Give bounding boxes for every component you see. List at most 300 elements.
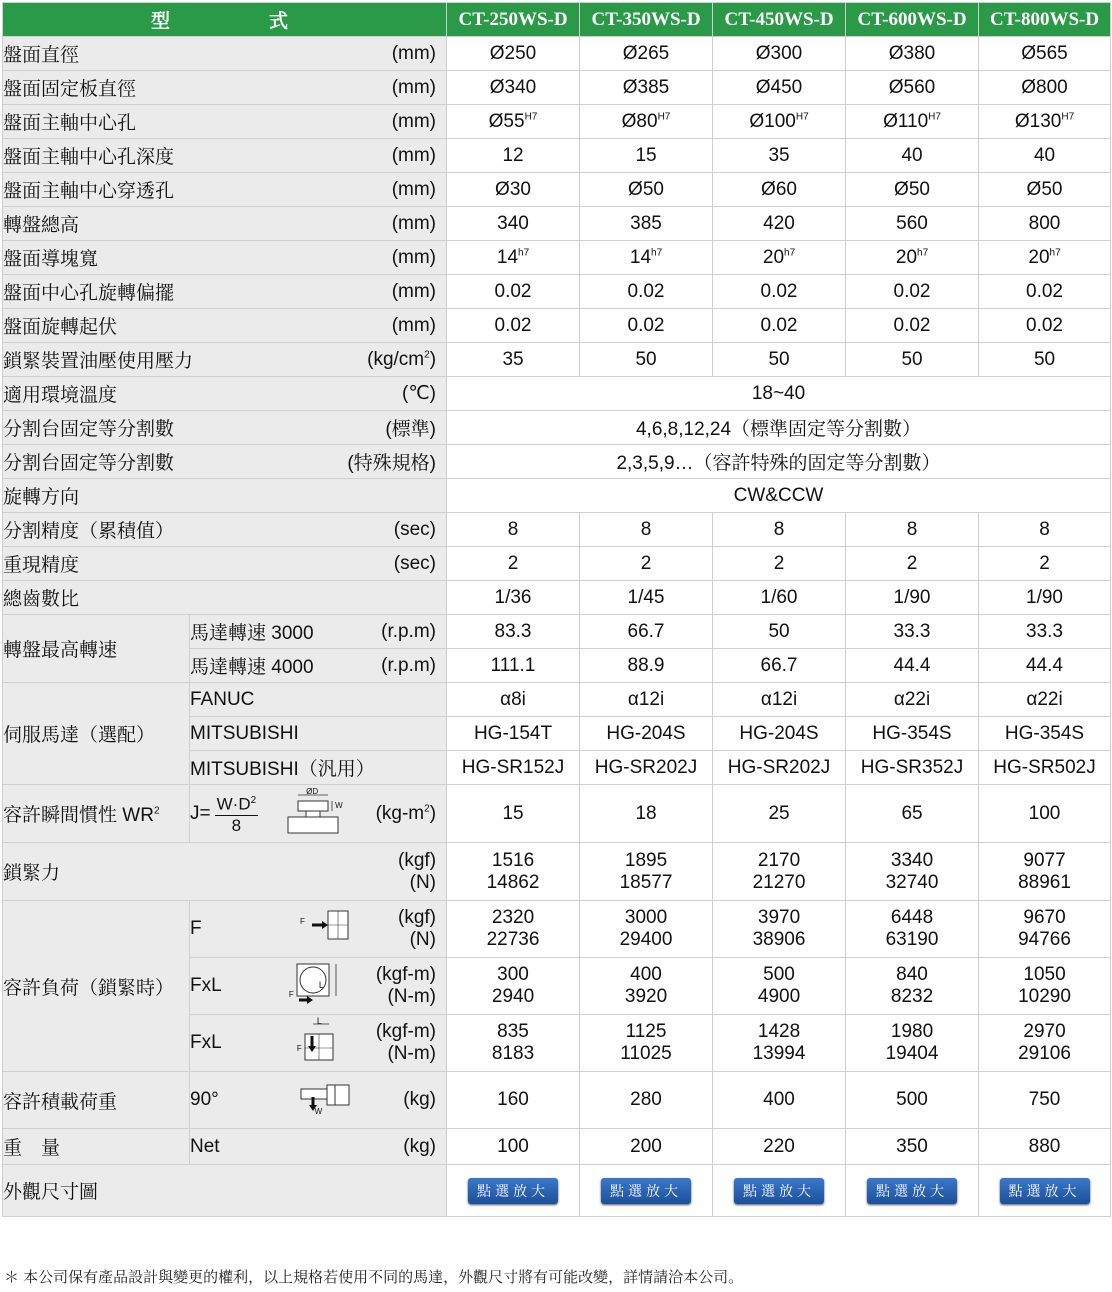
- row-unit: [385, 414, 436, 441]
- value-sup: H7: [657, 111, 671, 123]
- speed-row: [3, 615, 1111, 649]
- icon-label-w: W: [314, 1107, 323, 1116]
- value-cell: [580, 173, 713, 207]
- value-cell: [846, 241, 979, 275]
- value-cell: [580, 958, 713, 1015]
- value-text: HG-SR202J: [594, 756, 698, 778]
- unit-line: (N): [409, 929, 436, 950]
- row-label-text: 鎖緊裝置油壓使用壓力: [3, 351, 194, 372]
- value-text: 100: [497, 1135, 529, 1157]
- unit-text: (mm): [391, 110, 437, 132]
- value-text: HG-354S: [1004, 722, 1085, 744]
- value-cell: [580, 1072, 713, 1129]
- unit-line: (kgf): [398, 907, 436, 928]
- zoom-drawing-button[interactable]: 點選放大: [734, 1178, 824, 1204]
- value-text: Ø250: [489, 42, 537, 64]
- value-text: 50: [635, 348, 657, 370]
- sub-label: [190, 615, 447, 649]
- value-cell: [979, 173, 1111, 207]
- value-cell: [447, 37, 580, 71]
- value-cell: [846, 901, 979, 958]
- row-unit: [392, 43, 436, 65]
- value-text: α12i: [627, 688, 665, 710]
- drawing-cell: [713, 1165, 846, 1217]
- payload-row: [3, 1072, 1111, 1129]
- row-label: [3, 411, 447, 445]
- load-row: [3, 901, 1111, 958]
- value-cell: [447, 547, 580, 581]
- value-cell: [713, 241, 846, 275]
- sub-label-text: 馬達轉速 3000: [190, 623, 314, 644]
- value-text: 835: [497, 1021, 529, 1042]
- value-cell: [846, 71, 979, 105]
- value-text: 50: [768, 620, 790, 642]
- value-text: 0.02: [760, 280, 798, 302]
- sub-label: MITSUBISHI: [190, 717, 447, 751]
- unit-line: (kgf-m): [375, 1021, 436, 1042]
- spec-row: [3, 377, 1111, 411]
- value-cell: [979, 615, 1111, 649]
- value-cell: [846, 649, 979, 683]
- value-cell: [846, 1129, 979, 1165]
- spec-row: [3, 105, 1111, 139]
- value-text: 385: [630, 212, 662, 234]
- value-text: Ø30: [495, 178, 531, 200]
- value-text: 20: [762, 246, 785, 268]
- value-text: 38906: [752, 929, 806, 950]
- value-cell: [447, 1129, 580, 1165]
- value-text: 0.02: [760, 314, 798, 336]
- value-cell: [713, 139, 846, 173]
- value-text: 0.02: [893, 280, 931, 302]
- row-label-text: 旋轉方向: [3, 487, 80, 508]
- unit-sup: 2: [424, 349, 430, 361]
- value-text: 2170: [757, 849, 801, 871]
- value-sup: h7: [917, 247, 929, 259]
- value-text: 44.4: [893, 654, 931, 676]
- weight-row: [3, 1129, 1111, 1165]
- value-text: HG-SR502J: [993, 756, 1096, 778]
- icon-label-l: L: [316, 1016, 322, 1026]
- value-sup: h7: [651, 247, 663, 259]
- row-label-text: 分割台固定等分割數: [3, 419, 175, 440]
- value-cell: [713, 785, 846, 843]
- value-text: 160: [497, 1089, 529, 1110]
- value-sup: H7: [1061, 111, 1075, 123]
- value-cell: [713, 843, 846, 901]
- value-text: 25: [768, 802, 790, 824]
- icon-label-d: ØD: [306, 786, 319, 796]
- zoom-drawing-button[interactable]: 點選放大: [867, 1178, 957, 1204]
- drawing-row: [3, 1165, 1111, 1217]
- value-text: 300: [497, 964, 529, 985]
- value-text: 400: [630, 964, 662, 985]
- unit-text: (sec): [393, 552, 437, 574]
- value-text: 35: [502, 348, 524, 370]
- header-row: [3, 3, 1111, 37]
- row-unit: [394, 519, 436, 541]
- row-unit: (kg): [403, 1135, 437, 1157]
- value-text: 1516: [491, 849, 535, 871]
- value-text: Ø565: [1021, 42, 1068, 64]
- value-cell: [846, 683, 979, 717]
- value-cell: [979, 1015, 1111, 1072]
- value-text: HG-SR352J: [860, 756, 964, 778]
- row-unit: [392, 247, 436, 269]
- value-cell: [447, 105, 580, 139]
- value-text: 8: [507, 518, 519, 540]
- value-text: HG-SR202J: [727, 756, 831, 778]
- value-cell: [580, 649, 713, 683]
- value-sup: h7: [518, 247, 530, 259]
- value-cell: [846, 1072, 979, 1129]
- value-text: 65: [901, 802, 923, 824]
- zoom-drawing-button[interactable]: 點選放大: [468, 1178, 558, 1204]
- value-cell: [447, 649, 580, 683]
- spec-row: [3, 241, 1111, 275]
- row-label: [3, 547, 447, 581]
- unit-text: (mm): [391, 144, 437, 166]
- value-text: 63190: [885, 929, 939, 950]
- value-text: 29106: [1018, 1043, 1071, 1064]
- value-text: 1895: [624, 849, 668, 871]
- inertia-row: [3, 785, 1111, 843]
- value-text: 21270: [752, 871, 806, 893]
- unit-line: (N-m): [387, 986, 436, 1007]
- value-cell: [447, 71, 580, 105]
- value-text: Ø110: [883, 110, 929, 132]
- value-cell: [447, 717, 580, 751]
- value-text: Ø100: [749, 110, 796, 132]
- icon-label-l: L: [318, 980, 324, 990]
- value-cell: [979, 241, 1111, 275]
- unit-end: ): [429, 348, 437, 370]
- row-label-text: 轉盤總高: [3, 215, 80, 236]
- value-text: 18: [635, 802, 657, 824]
- value-text: 340: [497, 212, 529, 234]
- value-text: 0.02: [627, 314, 665, 336]
- value-cell: [447, 139, 580, 173]
- value-text: 420: [763, 212, 795, 234]
- row-unit: [392, 281, 436, 303]
- sub-label: [190, 649, 447, 683]
- value-text: Ø340: [489, 76, 537, 98]
- row-label-text: 盤面直徑: [3, 45, 80, 66]
- spec-table: [2, 2, 1111, 1217]
- value-text: 400: [763, 1089, 795, 1110]
- value-text: 4900: [757, 986, 801, 1007]
- value-cell: [447, 207, 580, 241]
- value-cell: [846, 1015, 979, 1072]
- row-label-text: 盤面中心孔旋轉偏擺: [3, 283, 175, 304]
- row-label: [3, 173, 447, 207]
- span-value: 4,6,8,12,24（標準固定等分割數）: [447, 411, 1111, 445]
- value-cell: [580, 751, 713, 785]
- value-cell: [979, 547, 1111, 581]
- spec-row: [3, 581, 1111, 615]
- row-unit: (r.p.m): [381, 620, 437, 642]
- value-cell: [447, 751, 580, 785]
- value-text: 18577: [619, 871, 673, 893]
- spec-row: [3, 207, 1111, 241]
- unit-text: (標準): [385, 419, 437, 440]
- value-text: 0.02: [1026, 314, 1063, 336]
- value-text: 32740: [885, 871, 939, 893]
- icon-label-f: F: [296, 1044, 302, 1053]
- value-cell: [713, 615, 846, 649]
- value-cell: [580, 683, 713, 717]
- value-cell: [580, 717, 713, 751]
- value-text: 15: [502, 802, 524, 824]
- value-text: 8232: [890, 986, 934, 1007]
- value-cell: [447, 1072, 580, 1129]
- value-cell: [846, 785, 979, 843]
- row-unit: [392, 111, 436, 133]
- row-unit: [392, 213, 436, 235]
- row-unit: [376, 1021, 436, 1065]
- value-cell: [846, 581, 979, 615]
- value-cell: [580, 1015, 713, 1072]
- row-unit: [392, 179, 436, 201]
- group-label: 容許負荷（鎖緊時）: [3, 901, 190, 1072]
- value-cell: [846, 513, 979, 547]
- drawing-cell: [979, 1165, 1111, 1217]
- value-text: 2940: [491, 986, 535, 1007]
- value-text: 1980: [890, 1021, 934, 1042]
- value-cell: [713, 581, 846, 615]
- value-cell: [447, 241, 580, 275]
- value-text: 83.3: [494, 620, 532, 642]
- row-label: [3, 139, 447, 173]
- value-cell: [713, 901, 846, 958]
- value-cell: [713, 649, 846, 683]
- value-text: 3970: [757, 907, 801, 928]
- row-label: [3, 105, 447, 139]
- spec-row: [3, 275, 1111, 309]
- sub-label: [190, 958, 447, 1015]
- spec-row: [3, 513, 1111, 547]
- drawing-cell: [846, 1165, 979, 1217]
- sub-label-text: FxL: [190, 975, 222, 996]
- value-sup: h7: [1049, 247, 1061, 259]
- label-text: 容許瞬間慣性 WR: [3, 805, 154, 826]
- unit-line: (kgf): [398, 849, 437, 871]
- value-text: 500: [896, 1089, 928, 1110]
- value-text: 0.02: [494, 314, 532, 336]
- drawing-cell: [447, 1165, 580, 1217]
- sub-label: [190, 1129, 447, 1165]
- row-unit: [394, 553, 436, 575]
- unit-text: (mm): [391, 76, 437, 98]
- row-label-text: 盤面固定板直徑: [3, 79, 137, 100]
- unit-line: (kgf-m): [375, 964, 436, 985]
- spec-row: [3, 139, 1111, 173]
- value-cell: [979, 683, 1111, 717]
- row-label: [3, 241, 447, 275]
- row-unit: [398, 907, 436, 951]
- value-text: 2: [640, 552, 652, 574]
- row-label-text: 盤面主軸中心穿透孔: [3, 181, 175, 202]
- value-cell: [846, 958, 979, 1015]
- value-text: 50: [768, 348, 790, 370]
- value-text: 880: [1028, 1135, 1061, 1157]
- unit-text: (mm): [391, 212, 437, 234]
- value-text: 2: [1039, 552, 1050, 574]
- value-cell: [979, 309, 1111, 343]
- value-cell: [447, 901, 580, 958]
- value-text: HG-154T: [473, 722, 553, 744]
- value-cell: [713, 173, 846, 207]
- payload-diagram-icon: [297, 1079, 357, 1121]
- value-text: 20: [1028, 246, 1050, 268]
- value-text: 88.9: [627, 654, 665, 676]
- formula-j: J=: [190, 802, 211, 824]
- value-cell: [713, 958, 846, 1015]
- formula-denominator: 8: [231, 815, 242, 835]
- value-cell: [713, 547, 846, 581]
- row-unit: [367, 349, 436, 371]
- value-text: 200: [630, 1135, 662, 1157]
- value-cell: [979, 37, 1111, 71]
- value-cell: [979, 843, 1111, 901]
- sub-label: MITSUBISHI（汎用）: [190, 751, 447, 785]
- value-text: 8: [640, 518, 652, 540]
- value-text: Ø55: [488, 110, 525, 132]
- value-text: 2: [507, 552, 519, 574]
- row-unit: (r.p.m): [381, 654, 437, 676]
- value-text: 35: [768, 144, 790, 166]
- row-label-text: 盤面主軸中心孔深度: [3, 147, 175, 168]
- value-text: Ø800: [1021, 76, 1068, 98]
- value-cell: [979, 1129, 1111, 1165]
- value-cell: [846, 343, 979, 377]
- value-text: 20: [895, 246, 918, 268]
- value-text: 750: [1028, 1089, 1061, 1110]
- value-sup: H7: [928, 111, 941, 123]
- value-text: 33.3: [1026, 620, 1063, 642]
- icon-label-w: W: [335, 800, 343, 810]
- value-text: 1125: [625, 1021, 667, 1042]
- value-text: 111.1: [490, 654, 536, 676]
- row-unit: [398, 850, 436, 894]
- load-diagram-icon: [283, 1018, 343, 1068]
- value-cell: [580, 71, 713, 105]
- value-text: Ø450: [755, 76, 803, 98]
- value-text: 14: [496, 246, 519, 268]
- formula-numerator: [215, 791, 259, 816]
- rotary-table-diagram-icon: [282, 786, 346, 837]
- value-text: Ø380: [888, 42, 936, 64]
- value-cell: [979, 581, 1111, 615]
- formula: [190, 786, 346, 837]
- value-text: 2: [773, 552, 785, 574]
- group-label: 轉盤最高轉速: [3, 615, 190, 683]
- value-text: 11025: [620, 1043, 672, 1064]
- group-label: [3, 785, 190, 843]
- value-text: 10290: [1018, 986, 1071, 1007]
- row-label: [3, 71, 447, 105]
- value-text: Ø50: [1026, 178, 1063, 200]
- row-unit: [392, 145, 436, 167]
- row-unit: [392, 77, 436, 99]
- value-text: 9670: [1023, 907, 1066, 928]
- value-text: 33.3: [893, 620, 931, 642]
- value-cell: [846, 309, 979, 343]
- unit-end: ): [429, 802, 437, 824]
- row-label-text: 盤面旋轉起伏: [3, 317, 118, 338]
- value-cell: [979, 785, 1111, 843]
- row-label: [3, 309, 447, 343]
- value-text: 800: [1028, 212, 1061, 234]
- row-label: [3, 275, 447, 309]
- value-cell: [580, 207, 713, 241]
- row-label-text: 分割台固定等分割數: [3, 453, 175, 474]
- icon-label-f: F: [300, 917, 305, 926]
- sub-label-text: Net: [190, 1135, 220, 1157]
- value-text: α12i: [760, 688, 798, 710]
- value-text: 3000: [624, 907, 668, 928]
- group-label: 伺服馬達（選配）: [3, 683, 190, 785]
- row-label: [3, 37, 447, 71]
- value-cell: [580, 139, 713, 173]
- value-text: 88961: [1018, 871, 1071, 893]
- row-label: [3, 445, 447, 479]
- value-text: 94766: [1018, 929, 1071, 950]
- row-label-text: 鎖緊力: [3, 863, 61, 884]
- value-cell: [979, 717, 1111, 751]
- value-text: α8i: [500, 688, 526, 710]
- value-cell: [979, 751, 1111, 785]
- value-cell: [713, 1129, 846, 1165]
- formula-fraction: [215, 791, 259, 836]
- value-text: 1428: [757, 1021, 801, 1042]
- unit-text: (mm): [391, 314, 437, 336]
- row-label-text: 盤面導塊寬: [3, 249, 99, 270]
- zoom-drawing-button[interactable]: 點選放大: [601, 1178, 691, 1204]
- numerator-sup: 2: [250, 795, 257, 807]
- icon-label-f: F: [288, 990, 294, 999]
- spec-row: [3, 309, 1111, 343]
- value-cell: [447, 785, 580, 843]
- value-text: 840: [896, 964, 928, 985]
- value-text: Ø130: [1014, 110, 1062, 132]
- span-value: 18~40: [447, 377, 1111, 411]
- value-text: Ø60: [761, 178, 797, 200]
- value-cell: [713, 37, 846, 71]
- value-cell: [979, 275, 1111, 309]
- value-text: 0.02: [1026, 280, 1063, 302]
- unit-text: (mm): [391, 246, 437, 268]
- row-label: 外觀尺寸圖: [3, 1165, 447, 1217]
- row-label: [3, 377, 447, 411]
- value-cell: [713, 683, 846, 717]
- value-text: 15: [635, 144, 657, 166]
- value-text: 1/36: [494, 586, 532, 608]
- value-cell: [713, 309, 846, 343]
- value-cell: [979, 958, 1111, 1015]
- value-text: Ø50: [894, 178, 930, 200]
- value-cell: [846, 843, 979, 901]
- value-text: α22i: [893, 688, 931, 710]
- row-label-text: 分割精度（累積值）: [3, 521, 175, 542]
- row-unit: [376, 964, 436, 1008]
- zoom-drawing-button[interactable]: 點選放大: [1000, 1178, 1090, 1204]
- model-header: CT-350WS-D: [580, 3, 713, 37]
- row-unit: [392, 315, 436, 337]
- value-cell: [447, 513, 580, 547]
- value-text: 40: [901, 144, 923, 166]
- value-text: 0.02: [494, 280, 532, 302]
